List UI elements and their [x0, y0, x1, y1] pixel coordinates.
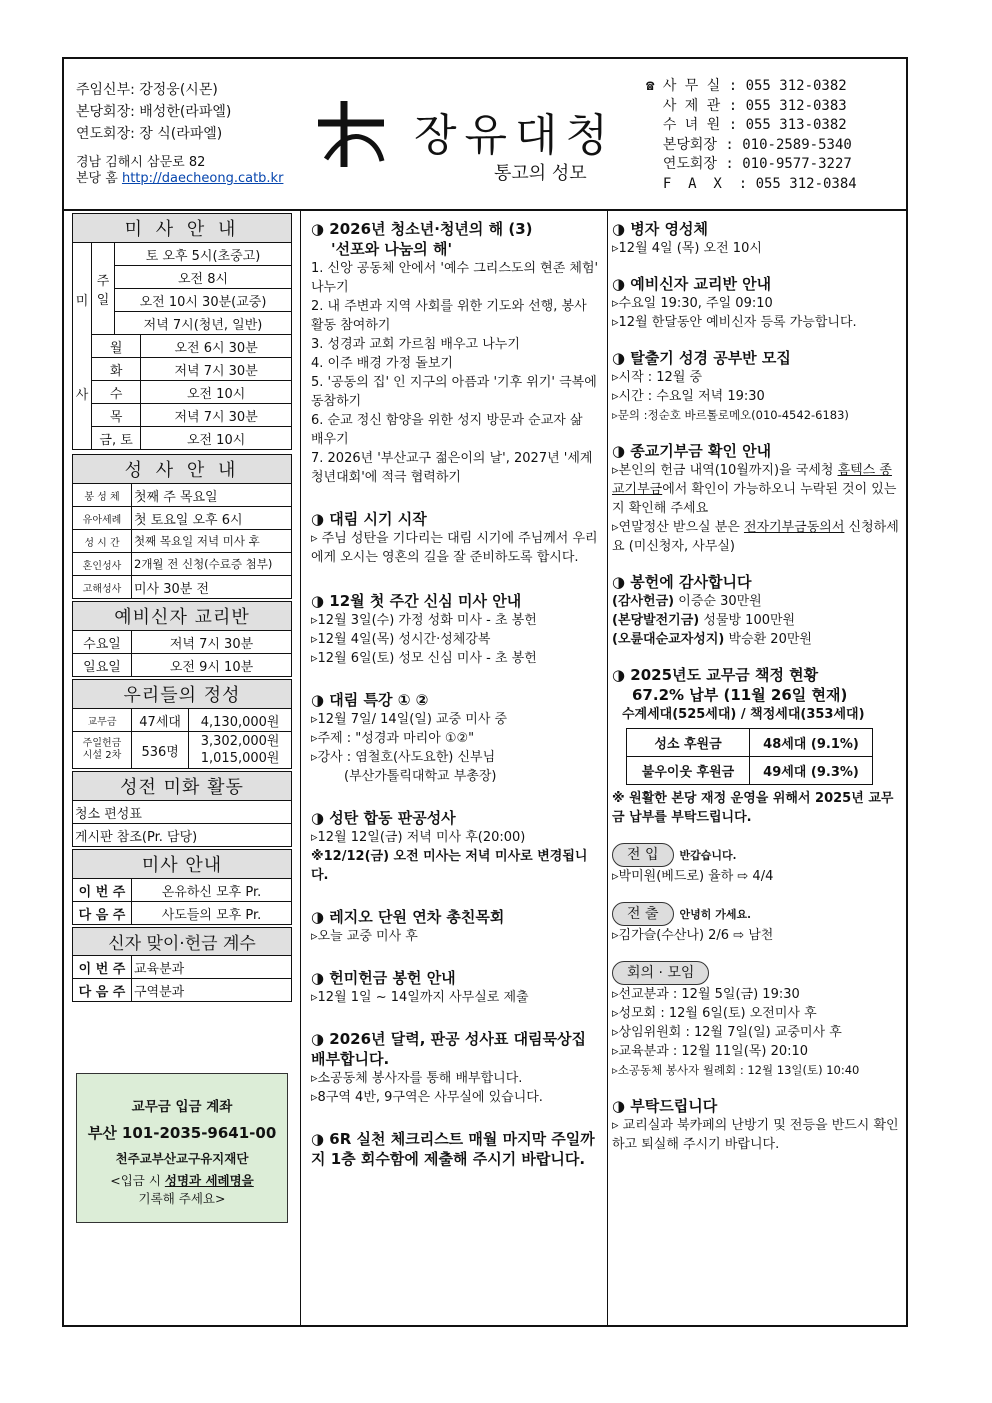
altar-row: 게시판 참조(Pr. 담당) [73, 824, 292, 847]
offering-count: 536명 [132, 732, 189, 769]
section-donation [612, 441, 902, 556]
section-heading: ◑ 대림 시기 시작 [311, 510, 427, 528]
offering-title: 우리들의 정성 [73, 680, 292, 709]
bulletin-page [62, 57, 908, 1327]
sacrament-value: 2개월 전 신청(수료증 첨부) [132, 553, 292, 576]
dues-percent: 67.2% 납부 (11월 26일 현재) [632, 686, 848, 704]
mass-schedule-table [72, 213, 292, 450]
section-sick-communion [612, 219, 902, 258]
list-item: ▹12월 한달동안 예비신자 등록 가능합니다. [612, 315, 857, 330]
section-calendar [311, 1029, 599, 1107]
fund-value: 49세대 (9.3%) [750, 757, 873, 785]
section-heading: ◑ 종교기부금 확인 안내 [612, 442, 772, 460]
section-text: ▹ 교리실과 북카페의 난방기 및 전등을 반드시 확인하고 퇴실해 주시기 바랍니다. [612, 1118, 899, 1152]
address: 경남 김해시 삼문로 82 [76, 155, 206, 170]
mass-guide-title: 미사 안내 [73, 850, 292, 879]
mass-day: 금, 토 [92, 427, 141, 450]
list-item: ▹12월 7일/ 14일(일) 교중 미사 중 [311, 712, 508, 727]
sa-label: 사 [75, 387, 89, 403]
mass-day: 목 [92, 404, 141, 427]
mass-time: 오전 10시 [141, 381, 292, 404]
week-key: 이 번 주 [73, 879, 132, 902]
list-item: 3. 성경과 교회 가르침 배우고 나누기 [311, 337, 520, 352]
yeondo-chair: 연도회장: 장 식(라파엘) [76, 126, 223, 142]
list-item: ▹주제 : "성경과 마리아 ①②" [311, 731, 475, 746]
sacrament-key: 성 시 간 [73, 530, 132, 553]
sacrament-table [72, 454, 292, 599]
section-advent [311, 509, 599, 567]
list-item: ▹김가슬(수산나) 2/6 ⇨ 남천 [612, 928, 774, 943]
sacrament-key: 봉 성 체 [73, 484, 132, 507]
week-key: 다 음 주 [73, 979, 132, 1002]
altar-title: 성전 미화 활동 [73, 772, 292, 801]
mass-time: 오전 8시 [115, 266, 292, 289]
section-heading: ◑ 6R 실천 체크리스트 매월 마지막 주일까지 1층 회수함에 제출해 주시기 바랍니다. [311, 1130, 595, 1168]
offering-key: 주일헌금 시설 2차 [73, 732, 132, 769]
list-item: 7. 2026년 '부산교구 젊은이의 날', 2027년 '세계 청년대회'에 적극 협력하기 [311, 451, 593, 485]
welcome-table [72, 927, 292, 1002]
section-subheading: '선포와 나눔의 해' [331, 240, 453, 258]
account-note: <입금 시 [110, 1173, 165, 1188]
fund-key: 성소 후원금 [627, 729, 750, 757]
list-item: ▹문의 :정순호 바르톨로메오(010-4542-6183) [612, 408, 849, 422]
parish-subtitle: 통고의 성모 [494, 163, 587, 184]
mass-day: 월 [92, 335, 141, 358]
header [64, 59, 906, 211]
week-key: 이 번 주 [73, 956, 132, 979]
mass-guide-table [72, 849, 292, 925]
week-value: 온유하신 모후 Pr. [132, 879, 292, 902]
section-dues-status [612, 665, 902, 827]
sacrament-title: 성 사 안 내 [73, 455, 292, 484]
header-info [76, 79, 283, 187]
list-item: (부산가톨릭대학교 부총장) [311, 769, 497, 784]
middle-column [300, 209, 608, 1325]
right-column [612, 209, 906, 1154]
mass-time: 저녁 7시 30분 [141, 404, 292, 427]
list-item: ▹수요일 19:30, 주일 09:10 [612, 296, 773, 311]
list-item: ▹12월 6일(토) 성모 신심 미사 - 초 봉헌 [311, 651, 537, 666]
section-6r [311, 1129, 599, 1169]
section-youth-year [311, 219, 599, 487]
move-in-tag: 전 입 [612, 843, 674, 867]
sacrament-value: 첫 토요일 오후 6시 [132, 507, 292, 530]
section-rice-offering [311, 968, 599, 1007]
thanks-key: (감사헌금) [612, 594, 675, 609]
meetings-tag: 회의 · 모임 [612, 961, 709, 985]
list-item: ▹박미원(베드로) 율하 ⇨ 4/4 [612, 869, 774, 884]
offering-key: 교무금 [73, 709, 132, 732]
section-heading: ◑ 성탄 합동 판공성사 [311, 809, 456, 827]
section-heading: ◑ 대림 특강 ① ② [311, 691, 429, 709]
list-item: ▹교육분과 : 12월 11일(목) 20:10 [612, 1044, 809, 1059]
catechumen-title: 예비신자 교리반 [73, 602, 292, 631]
mi-label: 미 [75, 293, 89, 309]
move-in-greeting: 반갑습니다. [679, 849, 737, 862]
list-item: 1. 신앙 공동체 안에서 '예수 그리스도의 현존 체험' 나누기 [311, 261, 599, 295]
account-note2: 기록해 주세요> [138, 1191, 226, 1206]
thanks-value: 성물방 100만원 [699, 613, 796, 628]
sacrament-value: 첫째 주 목요일 [132, 484, 292, 507]
list-item: 6. 순교 정신 함양을 위한 성지 방문과 순교자 삶 배우기 [311, 413, 583, 447]
section-text: ▹12월 4일 (목) 오전 10시 [612, 241, 762, 256]
mass-title: 미 사 안 내 [73, 214, 292, 243]
week-value: 사도들의 모후 Pr. [132, 902, 292, 925]
list-item: ▹12월 3일(수) 가정 성화 미사 - 초 봉헌 [311, 613, 537, 628]
list-item: ▹상임위원회 : 12월 7일(일) 교중미사 후 [612, 1025, 842, 1040]
catechumen-time: 저녁 7시 30분 [132, 631, 292, 654]
offering-count: 47세대 [132, 709, 189, 732]
week-value: 교육분과 [132, 956, 292, 979]
cross-logo-icon [316, 99, 386, 169]
mass-day: 화 [92, 358, 141, 381]
dues-note: ※ 원활한 본당 재정 운영을 위해서 2025년 교무금 납부를 부탁드립니다. [612, 791, 894, 825]
offering-table [72, 679, 292, 769]
list-item: 5. '공동의 집' 인 지구의 아픔과 '기후 위기' 극복에 동참하기 [311, 375, 597, 409]
sacrament-value: 미사 30분 전 [132, 576, 292, 599]
sacrament-value: 첫째 목요일 저녁 미사 후 [132, 530, 292, 553]
left-column [72, 213, 292, 1002]
week-value: 구역분과 [132, 979, 292, 1002]
account-holder: 천주교부산교구유지재단 [115, 1151, 249, 1166]
catechumen-table [72, 601, 292, 677]
home-link[interactable]: http://daecheong.catb.kr [121, 171, 284, 186]
fund-key: 불우이웃 후원금 [627, 757, 750, 785]
section-heading: ◑ 예비신자 교리반 안내 [612, 275, 772, 293]
move-out-tag: 전 출 [612, 902, 674, 926]
parish-chair: 본당회장: 배성한(라파엘) [76, 104, 232, 120]
list-item: ▹강사 : 염철호(사도요한) 신부님 [311, 750, 496, 765]
thanks-key: (본당발전기금) [612, 613, 700, 628]
contact-list: ☎ 사 무 실 : 055 312-0382 사 제 관 : 055 312-0383 수 녀 원 : 055 313-0382 본당회장 : 010-2589-5340 연도회장 : 010-9577-3227 F A X : 055 312-0384 [646, 78, 857, 192]
offering-amount: 4,130,000원 [189, 709, 292, 732]
list-item: ▹성모회 : 12월 6일(토) 오전미사 후 [612, 1006, 817, 1021]
mass-time: 토 오후 5시(초중고) [115, 243, 292, 266]
section-first-week [311, 591, 599, 668]
list-item: ▹시작 : 12월 중 [612, 370, 703, 385]
offering-amount: 1,015,000원 [200, 751, 280, 766]
hometax-link: 홈텍스 종교기부금 [612, 463, 892, 497]
section-text: ▹ 주님 성탄을 기다리는 대림 시기에 주님께서 우리에게 오시는 영혼의 길을 잘 준비하도록 합시다. [311, 531, 598, 565]
section-confession [311, 808, 599, 885]
section-heading: ◑ 2026년 청소년·청년의 해 (3) [311, 220, 533, 238]
section-legio [311, 907, 599, 946]
offering-amount: 3,302,000원 [200, 734, 280, 749]
parish-title: 장유대청 [414, 110, 617, 161]
section-heading: ◑ 2026년 달력, 판공 성사표 대림묵상집 배부합니다. [311, 1030, 587, 1068]
section-heading: ◑ 부탁드립니다 [612, 1097, 718, 1115]
section-catechumen-guide [612, 274, 902, 332]
home-label: 본당 홈 [76, 171, 122, 186]
sacrament-key: 유아세례 [73, 507, 132, 530]
list-item: ▹소공동체 봉사자 월례회 : 12월 13일(토) 10:40 [612, 1063, 860, 1077]
pastor: 주임신부: 강정웅(시몬) [76, 82, 218, 98]
list-item: ※12/12(금) 오전 미사는 저녁 미사로 변경됩니다. [311, 849, 588, 883]
mass-time: 오전 6시 30분 [141, 335, 292, 358]
mass-time: 저녁 7시 30분 [141, 358, 292, 381]
il-label: 일 [96, 292, 110, 308]
move-out-greeting: 안녕히 가세요. [679, 908, 751, 921]
list-item: ▹시간 : 수요일 저녁 19:30 [612, 389, 765, 404]
welcome-title: 신자 맞이·헌금 계수 [73, 928, 292, 956]
thanks-value: 박승환 20만원 [724, 632, 812, 647]
list-item: 4. 이주 배경 가정 돌보기 [311, 356, 453, 371]
altar-row: 청소 편성표 [73, 801, 292, 824]
account-number: 부산 101-2035-9641-00 [87, 1124, 277, 1142]
ju-label: 주 [96, 273, 110, 289]
thanks-value: 이증순 30만원 [674, 594, 762, 609]
section-heading: ◑ 봉헌에 감사합니다 [612, 573, 752, 591]
section-heading: ◑ 탈출기 성경 공부반 모집 [612, 349, 791, 367]
thanks-key: (오륜대순교자성지) [612, 632, 725, 647]
consent-form: 전자기부금동의서 [743, 520, 845, 535]
section-meetings [612, 961, 902, 1080]
donation-text: 에서 확인이 가능하오니 누락된 것이 있는지 확인해 주세요 [612, 482, 897, 516]
donation-text: ▹연말정산 받으실 분은 [612, 520, 744, 535]
section-text: ▹12월 1일 ~ 14일까지 사무실로 제출 [311, 990, 529, 1005]
fund-table [626, 728, 873, 785]
section-heading: ◑ 병자 영성체 [612, 220, 708, 238]
section-heading: ◑ 레지오 단원 연차 총친목회 [311, 908, 505, 926]
section-heading: ◑ 헌미헌금 봉헌 안내 [311, 969, 456, 987]
list-item: ▹12월 12일(금) 저녁 미사 후(20:00) [311, 830, 526, 845]
catechumen-day: 수요일 [73, 631, 132, 654]
mass-time: 오전 10시 [141, 427, 292, 450]
list-item: ▹8구역 4반, 9구역은 사무실에 있습니다. [311, 1090, 543, 1105]
section-thanks [612, 572, 902, 649]
mass-time: 저녁 7시(청년, 일반) [115, 312, 292, 335]
account-title: 교무금 입금 계좌 [131, 1099, 233, 1115]
list-item: ▹소공동체 봉사자를 통해 배부합니다. [311, 1071, 523, 1086]
section-heading: ◑ 12월 첫 주간 신심 미사 안내 [311, 592, 522, 610]
week-key: 다 음 주 [73, 902, 132, 925]
mass-time: 오전 10시 30분(교중) [115, 289, 292, 312]
section-move-out [612, 902, 902, 945]
fund-value: 48세대 (9.1%) [750, 729, 873, 757]
account-box [76, 1073, 288, 1223]
account-note-em: 성명과 세례명을 [164, 1173, 254, 1188]
section-exodus-study [612, 348, 902, 425]
list-item: ▹12월 4일(목) 성시간·성체강복 [311, 632, 491, 647]
section-text: ▹오늘 교중 미사 후 [311, 929, 418, 944]
sacrament-key: 혼인성사 [73, 553, 132, 576]
altar-table [72, 771, 292, 847]
donation-text: 신청하세요 (미신청자, 사무실) [612, 520, 899, 554]
mass-day: 수 [92, 381, 141, 404]
section-request [612, 1096, 902, 1154]
section-heading: ◑ 2025년도 교무금 책정 현황 [612, 666, 819, 684]
sacrament-key: 고해성사 [73, 576, 132, 599]
dues-households: 수계세대(525세대) / 책정세대(353세대) [622, 707, 865, 722]
list-item: ▹선교분과 : 12월 5일(금) 19:30 [612, 987, 800, 1002]
donation-text: ▹본인의 헌금 내역(10월까지)을 국세청 [612, 463, 838, 478]
section-move-in [612, 843, 902, 886]
catechumen-time: 오전 9시 10분 [132, 654, 292, 677]
catechumen-day: 일요일 [73, 654, 132, 677]
section-lecture [311, 690, 599, 786]
list-item: 2. 내 주변과 지역 사회를 위한 기도와 선행, 봉사활동 참여하기 [311, 299, 587, 333]
